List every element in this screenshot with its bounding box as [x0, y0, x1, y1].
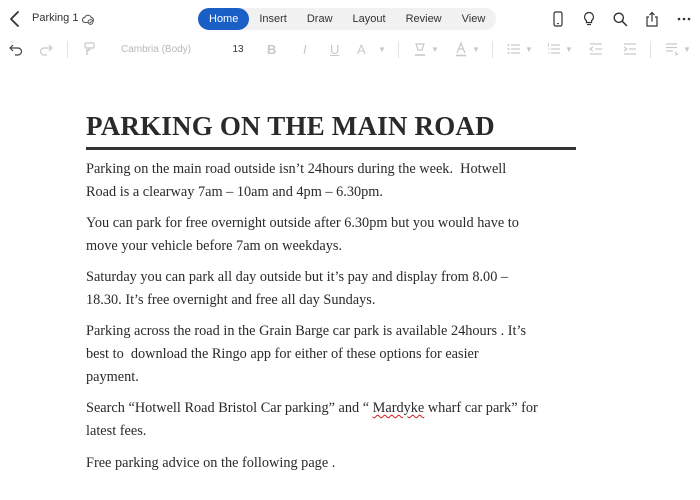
chevron-down-icon[interactable]: ▼	[378, 45, 386, 54]
paragraph[interactable]	[86, 320, 586, 389]
paragraph[interactable]	[86, 212, 586, 258]
paragraph[interactable]	[86, 397, 586, 443]
paragraph-line: best to download the Ringo app for either of these options for easier	[86, 346, 479, 362]
paragraph[interactable]	[86, 452, 586, 475]
undo-icon[interactable]	[8, 41, 24, 57]
tab-layout[interactable]: Layout	[352, 13, 386, 25]
tab-view[interactable]: View	[461, 13, 486, 25]
paragraph-line: 18.30. It’s free overnight and free all day Sundays.	[86, 292, 376, 308]
paragraph[interactable]	[86, 158, 586, 204]
tab-insert[interactable]: Insert	[259, 13, 287, 25]
font-name-selector[interactable]: Cambria (Body)	[121, 44, 192, 55]
increase-indent-icon[interactable]	[622, 41, 638, 57]
redo-icon[interactable]	[38, 41, 54, 57]
chevron-down-icon[interactable]: ▼	[431, 45, 439, 54]
format-painter-icon[interactable]	[82, 41, 98, 57]
ribbon-tabs	[198, 8, 496, 30]
back-icon[interactable]	[6, 9, 24, 29]
home-toolbar	[0, 38, 700, 62]
bold-button[interactable]: B	[267, 42, 277, 57]
paragraph-line: Road is a clearway 7am – 10am and 4pm – 6.30pm.	[86, 184, 383, 200]
paragraph-line: payment.	[86, 369, 139, 385]
paragraph-line: You can park for free overnight outside after 6.30pm but you would have to	[86, 215, 519, 231]
toolbar-divider	[67, 41, 68, 58]
toolbar-divider	[398, 41, 399, 58]
document-heading[interactable]: PARKING ON THE MAIN ROAD	[86, 111, 495, 141]
phone-icon[interactable]	[550, 11, 566, 27]
chevron-down-icon[interactable]: ▼	[565, 45, 573, 54]
paragraph-line: latest fees.	[86, 423, 147, 439]
toolbar-divider	[492, 41, 493, 58]
lightbulb-icon[interactable]	[581, 11, 597, 27]
tab-draw[interactable]: Draw	[306, 13, 333, 25]
font-color-icon[interactable]	[453, 41, 469, 57]
paragraph-line: Free parking advice on the following page .	[86, 455, 336, 471]
tab-review[interactable]: Review	[405, 13, 442, 25]
paragraph-text: wharf car park” for	[424, 400, 538, 416]
chevron-down-icon[interactable]: ▼	[683, 45, 691, 54]
numbered-list-icon[interactable]	[546, 41, 562, 57]
cloud-sync-icon[interactable]	[81, 12, 95, 26]
search-icon[interactable]	[612, 11, 628, 27]
bullet-list-icon[interactable]	[506, 41, 522, 57]
chevron-down-icon[interactable]: ▼	[525, 45, 533, 54]
text-effects-button[interactable]: A	[357, 42, 366, 57]
paragraph-line: move your vehicle before 7am on weekdays.	[86, 238, 343, 254]
paragraph[interactable]	[86, 266, 586, 312]
chevron-down-icon[interactable]: ▼	[472, 45, 480, 54]
italic-button[interactable]: I	[303, 42, 307, 57]
paragraph-text: Search “Hotwell Road Bristol Car parking” and “	[86, 400, 373, 416]
toolbar-divider	[650, 41, 651, 58]
share-icon[interactable]	[644, 11, 660, 27]
document-name[interactable]: Parking 1	[32, 12, 79, 24]
underline-button[interactable]: U	[330, 42, 340, 57]
more-icon[interactable]	[676, 11, 692, 27]
title-bar	[0, 0, 700, 38]
font-size-selector[interactable]: 13	[232, 44, 244, 55]
heading-underline-rule	[86, 147, 576, 150]
paragraph-line: Parking across the road in the Grain Barge car park is available 24hours . It’s	[86, 323, 527, 339]
spelling-error-word[interactable]: Mardyke	[372, 400, 425, 416]
decrease-indent-icon[interactable]	[588, 41, 604, 57]
highlighter-icon[interactable]	[412, 41, 428, 57]
tab-home[interactable]: Home	[198, 8, 249, 30]
paragraph-line: Saturday you can park all day outside but it’s pay and display from 8.00 –	[86, 269, 509, 285]
paragraph-styles-icon[interactable]	[664, 41, 680, 57]
paragraph-line: Parking on the main road outside isn’t 24hours during the week. Hotwell	[86, 161, 507, 177]
